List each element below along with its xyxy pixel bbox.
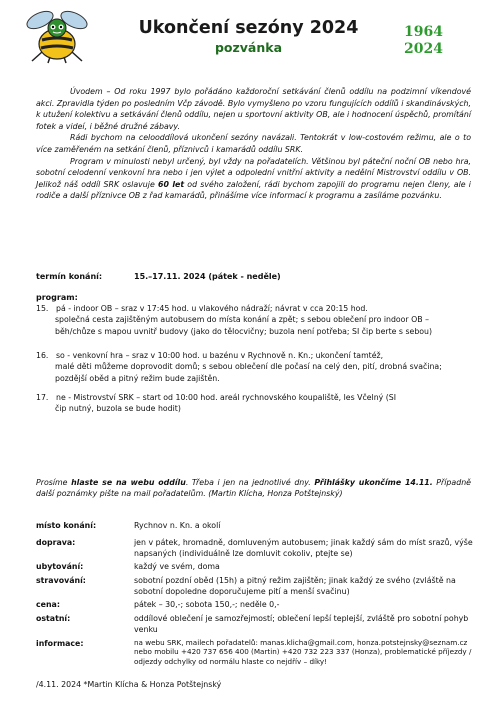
program-line: so - venkovní hra – sraz v 10:00 hod. u bazénu v Rychnově n. Kn.; ukončení tamtéž, — [56, 351, 384, 360]
program-heading: program: — [36, 293, 78, 302]
note-deadline: Přihlášky ukončíme 14.11. — [314, 478, 433, 487]
intro-paragraph-2: Rádi bychom na celooddílová ukončení sezóny navázali. Tentokrát v low-costovém režimu, ale o to více zaměřeném na setkání členů, příznivců i kamarádů oddílu SRK. — [36, 133, 471, 154]
program-details: malé děti můžeme doprovodit domů; s sebou oblečení dle počasí na celý den, pití, drobná svačina; pozdější oběd a pitný režim bude zajištěn. — [55, 362, 442, 383]
note-register-web: hlaste se na webu oddílu — [71, 478, 186, 487]
year-start: 1964 — [404, 24, 443, 40]
program-item-sunday — [36, 392, 471, 415]
program-item-friday — [36, 303, 471, 337]
event-date-value: 15.–17.11. 2024 (pátek - neděle) — [134, 272, 281, 281]
anniversary-years — [404, 24, 443, 58]
detail-value: na webu SRK, mailech pořadatelů: manas.klicha@gmail.com, honza.potstejnsky@seznam.cz nebo mobilu +420 737 656 400 (Martin) +420 732 223 337 (Honza), problematické příjezdy / odjezdy odchylky od normálu hlaste co nejdřív – díky! — [134, 638, 472, 666]
program-details: společná cesta zajištěným autobusem do místa konání a zpět; s sebou oblečení pro indoor OB – běh/chůze s mapou uvnitř budovy (jako do tělocvičny; buzola není potřeba; SI čip berte s sebou) — [55, 315, 433, 336]
detail-label: místo konání: — [36, 521, 97, 530]
year-end: 2024 — [404, 41, 443, 57]
program-item-saturday — [36, 350, 471, 384]
page-subtitle: pozvánka — [214, 40, 283, 55]
program-details: čip nutný, buzola se bude hodit) — [55, 404, 181, 414]
intro-p3-part-b: od svého založení, rádi bychom zapojili do programu nejen členy, ale i rodiče a další příznivce OB z řad kamarádů, přinášíme více informací k programu a zasíláme pozvánku. — [36, 179, 471, 201]
page-title: Ukončení sezóny 2024 — [138, 18, 359, 38]
registration-note — [36, 477, 471, 500]
detail-label: cena: — [36, 600, 60, 609]
detail-value: každý ve svém, doma — [134, 562, 220, 571]
detail-label: stravování: — [36, 576, 86, 585]
detail-value: jen v pátek, hromadně, domluveným autobusem; jinak každý sám do míst srazů, výše napsaných (individuálně lze domluvit cokoliv, ptejte se) — [134, 538, 473, 559]
event-date-label: termín konání: — [36, 272, 103, 281]
program-day: 17. — [36, 393, 49, 402]
note-part-d: Případně další poznámky pište na mail pořadatelům. (Martin Klícha, Honza Potštejnský) — [36, 478, 471, 499]
detail-label: informace: — [36, 639, 84, 648]
event-date — [36, 272, 281, 281]
detail-label: doprava: — [36, 538, 76, 547]
program-day: 16. — [36, 351, 49, 360]
intro-paragraph-1: Úvodem – Od roku 1997 bylo pořádáno každoroční setkávání členů oddílu na podzimní víkendové akci. Zpravidla týden po posledním Včp závodě. Bylo vymyšleno po vzoru fungujících oddílů i skandinávských, k utužení kolektivu a setkávání členů oddílu, nejen u sportovní aktivity OB, ale i hodnocení úspěchů, promítání fotek a videí, i běžné družné zábavy. — [36, 87, 471, 131]
detail-value: pátek – 30,-; sobota 150,-; neděle 0,- — [134, 600, 280, 609]
program-line: pá - indoor OB – sraz v 17:45 hod. u vlakového nádraží; návrat v cca 20:15 hod. — [56, 304, 368, 313]
detail-label: ubytování: — [36, 562, 84, 571]
intro-paragraph-3 — [36, 156, 471, 202]
detail-value: oddílové oblečení je samozřejmostí; oblečení lepší teplejší, zvláště pro sobotní pohyb venku — [134, 614, 469, 635]
note-part-a: Prosíme — [36, 478, 72, 487]
intro-p3-anniversary: 60 let — [157, 179, 185, 189]
program-line: ne - Mistrovství SRK – start od 10:00 hod. areál rychnovského koupaliště, les Včelný (SI — [56, 393, 397, 402]
footer-signature: /4.11. 2024 *Martin Klícha & Honza Potštejnský — [36, 680, 222, 689]
note-part-c: . Třeba i jen na jednotlivé dny. — [185, 478, 315, 487]
detail-value: sobotní pozdní oběd (15h) a pitný režim zajištěn; jinak každý ze svého (zvláště na sobotní dopoledne doporučujeme pití a menší svačinu) — [134, 576, 456, 597]
detail-value: Rychnov n. Kn. a okolí — [134, 521, 221, 530]
intro-text — [36, 86, 471, 202]
intro-p3-part-a: Program v minulosti nebyl určený, byl vždy na pořadatelích. Většinou byl páteční noční OB nebo hra, sobotní celodenní venkovní hra nebo i jen výlet a odpolední vnitřní aktivity a nedělní Mistrovství oddílu v OB. Jelikož náš oddíl SRK oslavuje — [36, 156, 471, 189]
program-day: 15. — [36, 304, 49, 313]
detail-label: ostatní: — [36, 614, 71, 623]
